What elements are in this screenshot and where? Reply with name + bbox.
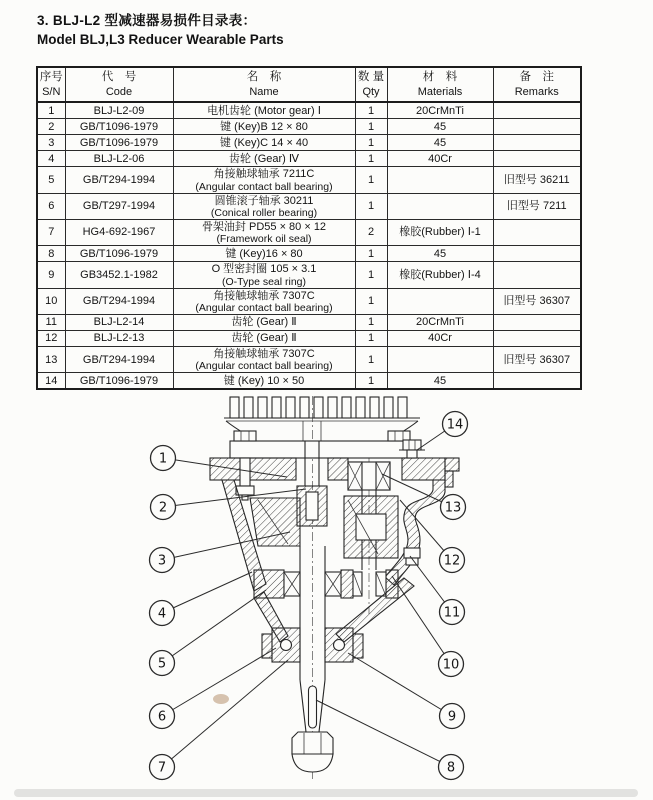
- bearing-second-lower: [353, 572, 386, 596]
- cell-code: BLJ-L2-09: [65, 102, 173, 119]
- callout-number: 8: [446, 760, 456, 776]
- cell-qty: 2: [355, 219, 387, 245]
- cell-qty: 1: [355, 102, 387, 119]
- callout-number: 9: [447, 709, 457, 725]
- callout-number: 7: [157, 760, 167, 776]
- callout-number: 13: [444, 500, 462, 516]
- cell-material: 40Cr: [387, 331, 493, 347]
- cell-code: GB/T1096-1979: [65, 135, 173, 151]
- motor-ribs: [230, 397, 407, 418]
- callout-number: 3: [157, 553, 167, 569]
- column-header: 材 料 Materials: [387, 67, 493, 102]
- cell-code: GB3452.1-1982: [65, 262, 173, 288]
- gear-2: [344, 496, 398, 558]
- cell-code: GB/T1096-1979: [65, 119, 173, 135]
- cell-code: GB/T294-1994: [65, 167, 173, 193]
- cell-sn: 10: [37, 288, 65, 314]
- cell-qty: 1: [355, 315, 387, 331]
- title-cn: 3. BLJ-L2 型减速器易损件目录表：: [37, 13, 257, 28]
- column-header: 备 注 Remarks: [493, 67, 581, 102]
- callout-leader-line: [316, 700, 451, 767]
- callout-number: 11: [443, 605, 461, 621]
- cell-material: 20CrMnTi: [387, 315, 493, 331]
- shaft-dome-cap: [292, 754, 333, 772]
- bearing-top-right: [348, 462, 390, 490]
- motor-section: [224, 397, 420, 458]
- callout-4: [150, 572, 253, 626]
- cell-sn: 5: [37, 167, 65, 193]
- shaft-nut: [292, 732, 333, 754]
- cell-material: 橡胶(Rubber) Ⅰ-4: [387, 262, 493, 288]
- cell-sn: 7: [37, 219, 65, 245]
- callout-number: 6: [157, 709, 167, 725]
- callout-leader-line: [348, 653, 452, 716]
- motor-gear-1: [297, 486, 327, 526]
- cell-remark: 旧型号 7211: [493, 193, 581, 219]
- cell-sn: 9: [37, 262, 65, 288]
- cell-remark: 旧型号 36307: [493, 288, 581, 314]
- cell-qty: 1: [355, 373, 387, 390]
- cell-code: BLJ-L2-13: [65, 331, 173, 347]
- flange-bolt-left: [234, 431, 256, 441]
- cell-name: 骨架油封 PD55 × 80 × 12 (Framework oil seal): [173, 219, 355, 245]
- callout-leader-line: [162, 572, 252, 613]
- cell-qty: 1: [355, 193, 387, 219]
- callout-number: 4: [157, 606, 167, 622]
- callout-number: 12: [443, 553, 461, 569]
- callout-number: 1: [158, 451, 168, 467]
- cell-sn: 11: [37, 315, 65, 331]
- callout-number: 14: [446, 417, 464, 433]
- cell-code: GB/T1096-1979: [65, 373, 173, 390]
- cell-sn: 4: [37, 151, 65, 167]
- cell-sn: 3: [37, 135, 65, 151]
- cell-name: 角接触球轴承 7211C (Angular contact ball bearing): [173, 167, 355, 193]
- cell-remark: 旧型号 36211: [493, 167, 581, 193]
- cell-name: O 型密封圈 105 × 3.1 (O-Type seal ring): [173, 262, 355, 288]
- callout-number: 10: [442, 657, 460, 673]
- callout-number: 5: [157, 656, 167, 672]
- cell-remark: 旧型号 36307: [493, 347, 581, 373]
- cell-sn: 12: [37, 331, 65, 347]
- cell-qty: 1: [355, 119, 387, 135]
- cell-name: 角接触球轴承 7307C (Angular contact ball bearing): [173, 347, 355, 373]
- cell-qty: 1: [355, 246, 387, 262]
- title-en: Model BLJ,L3 Reducer Wearable Parts: [37, 31, 284, 47]
- bottom-band: [254, 570, 398, 598]
- callout-number: 2: [158, 500, 168, 516]
- cell-material: 橡胶(Rubber) Ⅰ-1: [387, 219, 493, 245]
- column-header: 序号 S/N: [37, 67, 65, 102]
- cell-sn: 2: [37, 119, 65, 135]
- cell-qty: 1: [355, 135, 387, 151]
- cell-name: 齿轮 (Gear) Ⅳ: [173, 151, 355, 167]
- cell-name: 齿轮 (Gear) Ⅱ: [173, 331, 355, 347]
- cell-sn: 13: [37, 347, 65, 373]
- cell-code: BLJ-L2-14: [65, 315, 173, 331]
- cell-qty: 1: [355, 347, 387, 373]
- callout-leader-line: [162, 590, 266, 663]
- cell-qty: 1: [355, 331, 387, 347]
- cell-name: 角接触球轴承 7307C (Angular contact ball bearing): [173, 288, 355, 314]
- cell-qty: 1: [355, 151, 387, 167]
- cell-code: GB/T294-1994: [65, 288, 173, 314]
- cell-name: 键 (Key)16 × 80: [173, 246, 355, 262]
- cell-sn: 14: [37, 373, 65, 390]
- cell-material: 45: [387, 373, 493, 390]
- cell-qty: 1: [355, 262, 387, 288]
- cell-qty: 1: [355, 288, 387, 314]
- cell-sn: 1: [37, 102, 65, 119]
- side-bolt-right: [404, 548, 420, 565]
- cell-code: HG4-692-1967: [65, 219, 173, 245]
- cell-material: 40Cr: [387, 151, 493, 167]
- cell-code: BLJ-L2-06: [65, 151, 173, 167]
- cell-code: GB/T297-1994: [65, 193, 173, 219]
- cell-code: GB/T1096-1979: [65, 246, 173, 262]
- column-header: 名 称 Name: [173, 67, 355, 102]
- column-header: 代 号 Code: [65, 67, 173, 102]
- keyway-slot: [309, 686, 317, 728]
- column-header: 数 量 Qty: [355, 67, 387, 102]
- cell-name: 齿轮 (Gear) Ⅱ: [173, 315, 355, 331]
- cell-code: GB/T294-1994: [65, 347, 173, 373]
- cell-name: 圆锥滚子轴承 30211 (Conical roller bearing): [173, 193, 355, 219]
- cell-material: 45: [387, 246, 493, 262]
- cell-material: 45: [387, 119, 493, 135]
- gearbox-housing: [210, 440, 459, 662]
- cell-name: 键 (Key)B 12 × 80: [173, 119, 355, 135]
- callout-14: [417, 412, 468, 451]
- cell-name: 键 (Key) 10 × 50: [173, 373, 355, 390]
- callout-leader-line: [162, 648, 276, 716]
- cell-material: 20CrMnTi: [387, 102, 493, 119]
- callout-leader-line: [162, 660, 288, 767]
- cell-sn: 8: [37, 246, 65, 262]
- cell-sn: 6: [37, 193, 65, 219]
- cell-name: 键 (Key)C 14 × 40: [173, 135, 355, 151]
- cell-name: 电机齿轮 (Motor gear) Ⅰ: [173, 102, 355, 119]
- cell-qty: 1: [355, 167, 387, 193]
- cell-material: 45: [387, 135, 493, 151]
- motor-flange: [230, 441, 415, 458]
